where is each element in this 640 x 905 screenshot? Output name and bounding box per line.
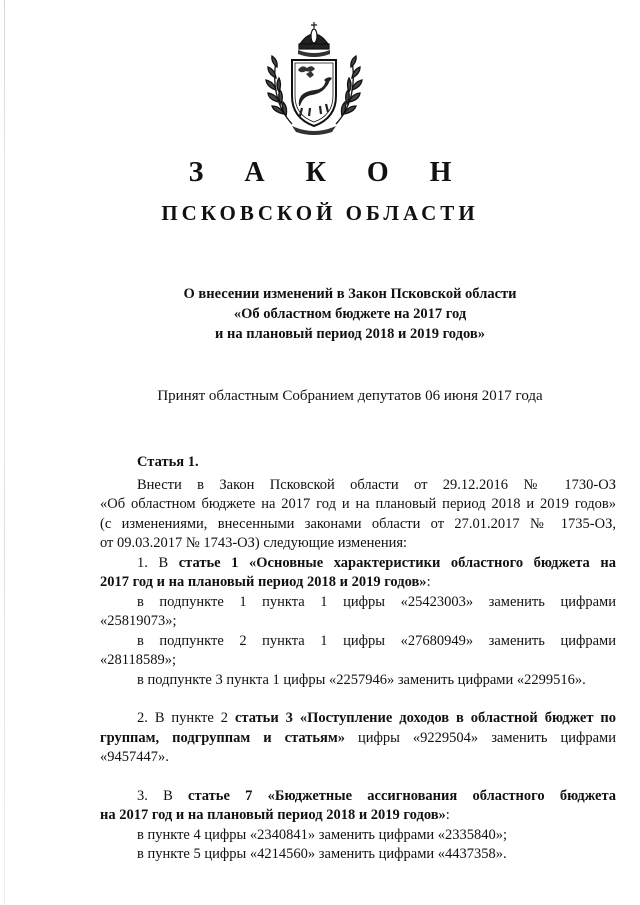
law-heading <box>150 284 550 344</box>
item-3-suffix: : <box>445 807 450 823</box>
heading-line-3: и на плановый период 2018 и 2019 годов» <box>215 326 485 342</box>
item-1-line-1 <box>100 554 616 574</box>
item-1-sub-1-line-2: «25819073»; <box>100 613 177 629</box>
item-1-line-2 <box>100 573 616 593</box>
item-3-bold-2: на 2017 год и на плановый период 2018 и 2019 годов» <box>100 807 446 823</box>
item-3-sub-2: в пункте 5 цифры «4214560» заменить цифрами «4437358». <box>137 846 507 862</box>
intro-line-2: «Об областном бюджете на 2017 год и на плановый период 2018 и 2019 годов» <box>100 496 616 512</box>
adoption-statement: Принят областным Собранием депутатов 06 июня 2017 года <box>157 388 543 404</box>
heading-line-1: О внесении изменений в Закон Псковской области <box>183 286 517 302</box>
item-2-rest: цифры «9229504» заменить цифрами <box>345 729 616 746</box>
intro-line-4: от 09.03.2017 № 1743-ОЗ) следующие изменения: <box>100 535 408 551</box>
item-3-prefix: 3. В <box>137 787 189 804</box>
item-1-bold-2: 2017 год и на плановый период 2018 и 2019 годов» <box>100 574 427 590</box>
item-3-bold-1: статье 7 «Бюджетные ассигнования областного бюджета <box>188 787 617 804</box>
item-2-line-1 <box>100 709 616 729</box>
item-2-line-3: «9457447». <box>100 749 169 765</box>
item-1-sub-1-line-1: в подпункте 1 пункта 1 цифры «25423003» заменить цифрами <box>137 593 616 610</box>
item-1-sub-2-line-1: в подпункте 2 пункта 1 цифры «27680949» заменить цифрами <box>137 632 616 649</box>
item-2-bold-2: группам, подгруппам и статьям» <box>100 729 345 746</box>
item-2-line-2 <box>100 729 616 749</box>
heading-line-2: «Об областном бюджете на 2017 год <box>233 306 467 322</box>
scan-edge <box>4 0 5 905</box>
item-2-bold-1: статьи 3 «Поступление доходов в областной бюджет по <box>234 710 616 726</box>
item-2-prefix: 2. В пункте 2 <box>137 710 235 726</box>
item-1-suffix: : <box>426 574 431 590</box>
item-1-sub-3: в подпункте 3 пункта 1 цифры «2257946» заменить цифрами «2299516». <box>137 671 586 688</box>
article-title: Статья 1. <box>137 454 199 470</box>
item-3-sub-1: в пункте 4 цифры «2340841» заменить цифрами «2335840»; <box>137 826 508 843</box>
paragraph-gap <box>100 768 616 787</box>
law-subtitle: ПСКОВСКОЙ ОБЛАСТИ <box>161 201 479 225</box>
law-title: З А К О Н <box>188 157 469 188</box>
intro-line-3: (с изменениями, внесенными законами области от 27.01.2017 № 1735-ОЗ, <box>100 515 616 532</box>
item-3-line-1 <box>100 787 616 807</box>
item-1-sub-2-line-2: «28118589»; <box>100 652 176 668</box>
item-1-prefix: 1. В <box>137 554 179 571</box>
coat-of-arms-emblem <box>262 20 366 138</box>
intro-line-1: Внести в Закон Псковской области от 29.12.2016 № 1730-ОЗ <box>137 476 616 493</box>
item-1-bold-1: статье 1 «Основные характеристики областного бюджета на <box>178 554 616 571</box>
article-body <box>100 453 616 865</box>
item-3-line-2 <box>100 806 616 826</box>
paragraph-gap <box>100 690 616 709</box>
